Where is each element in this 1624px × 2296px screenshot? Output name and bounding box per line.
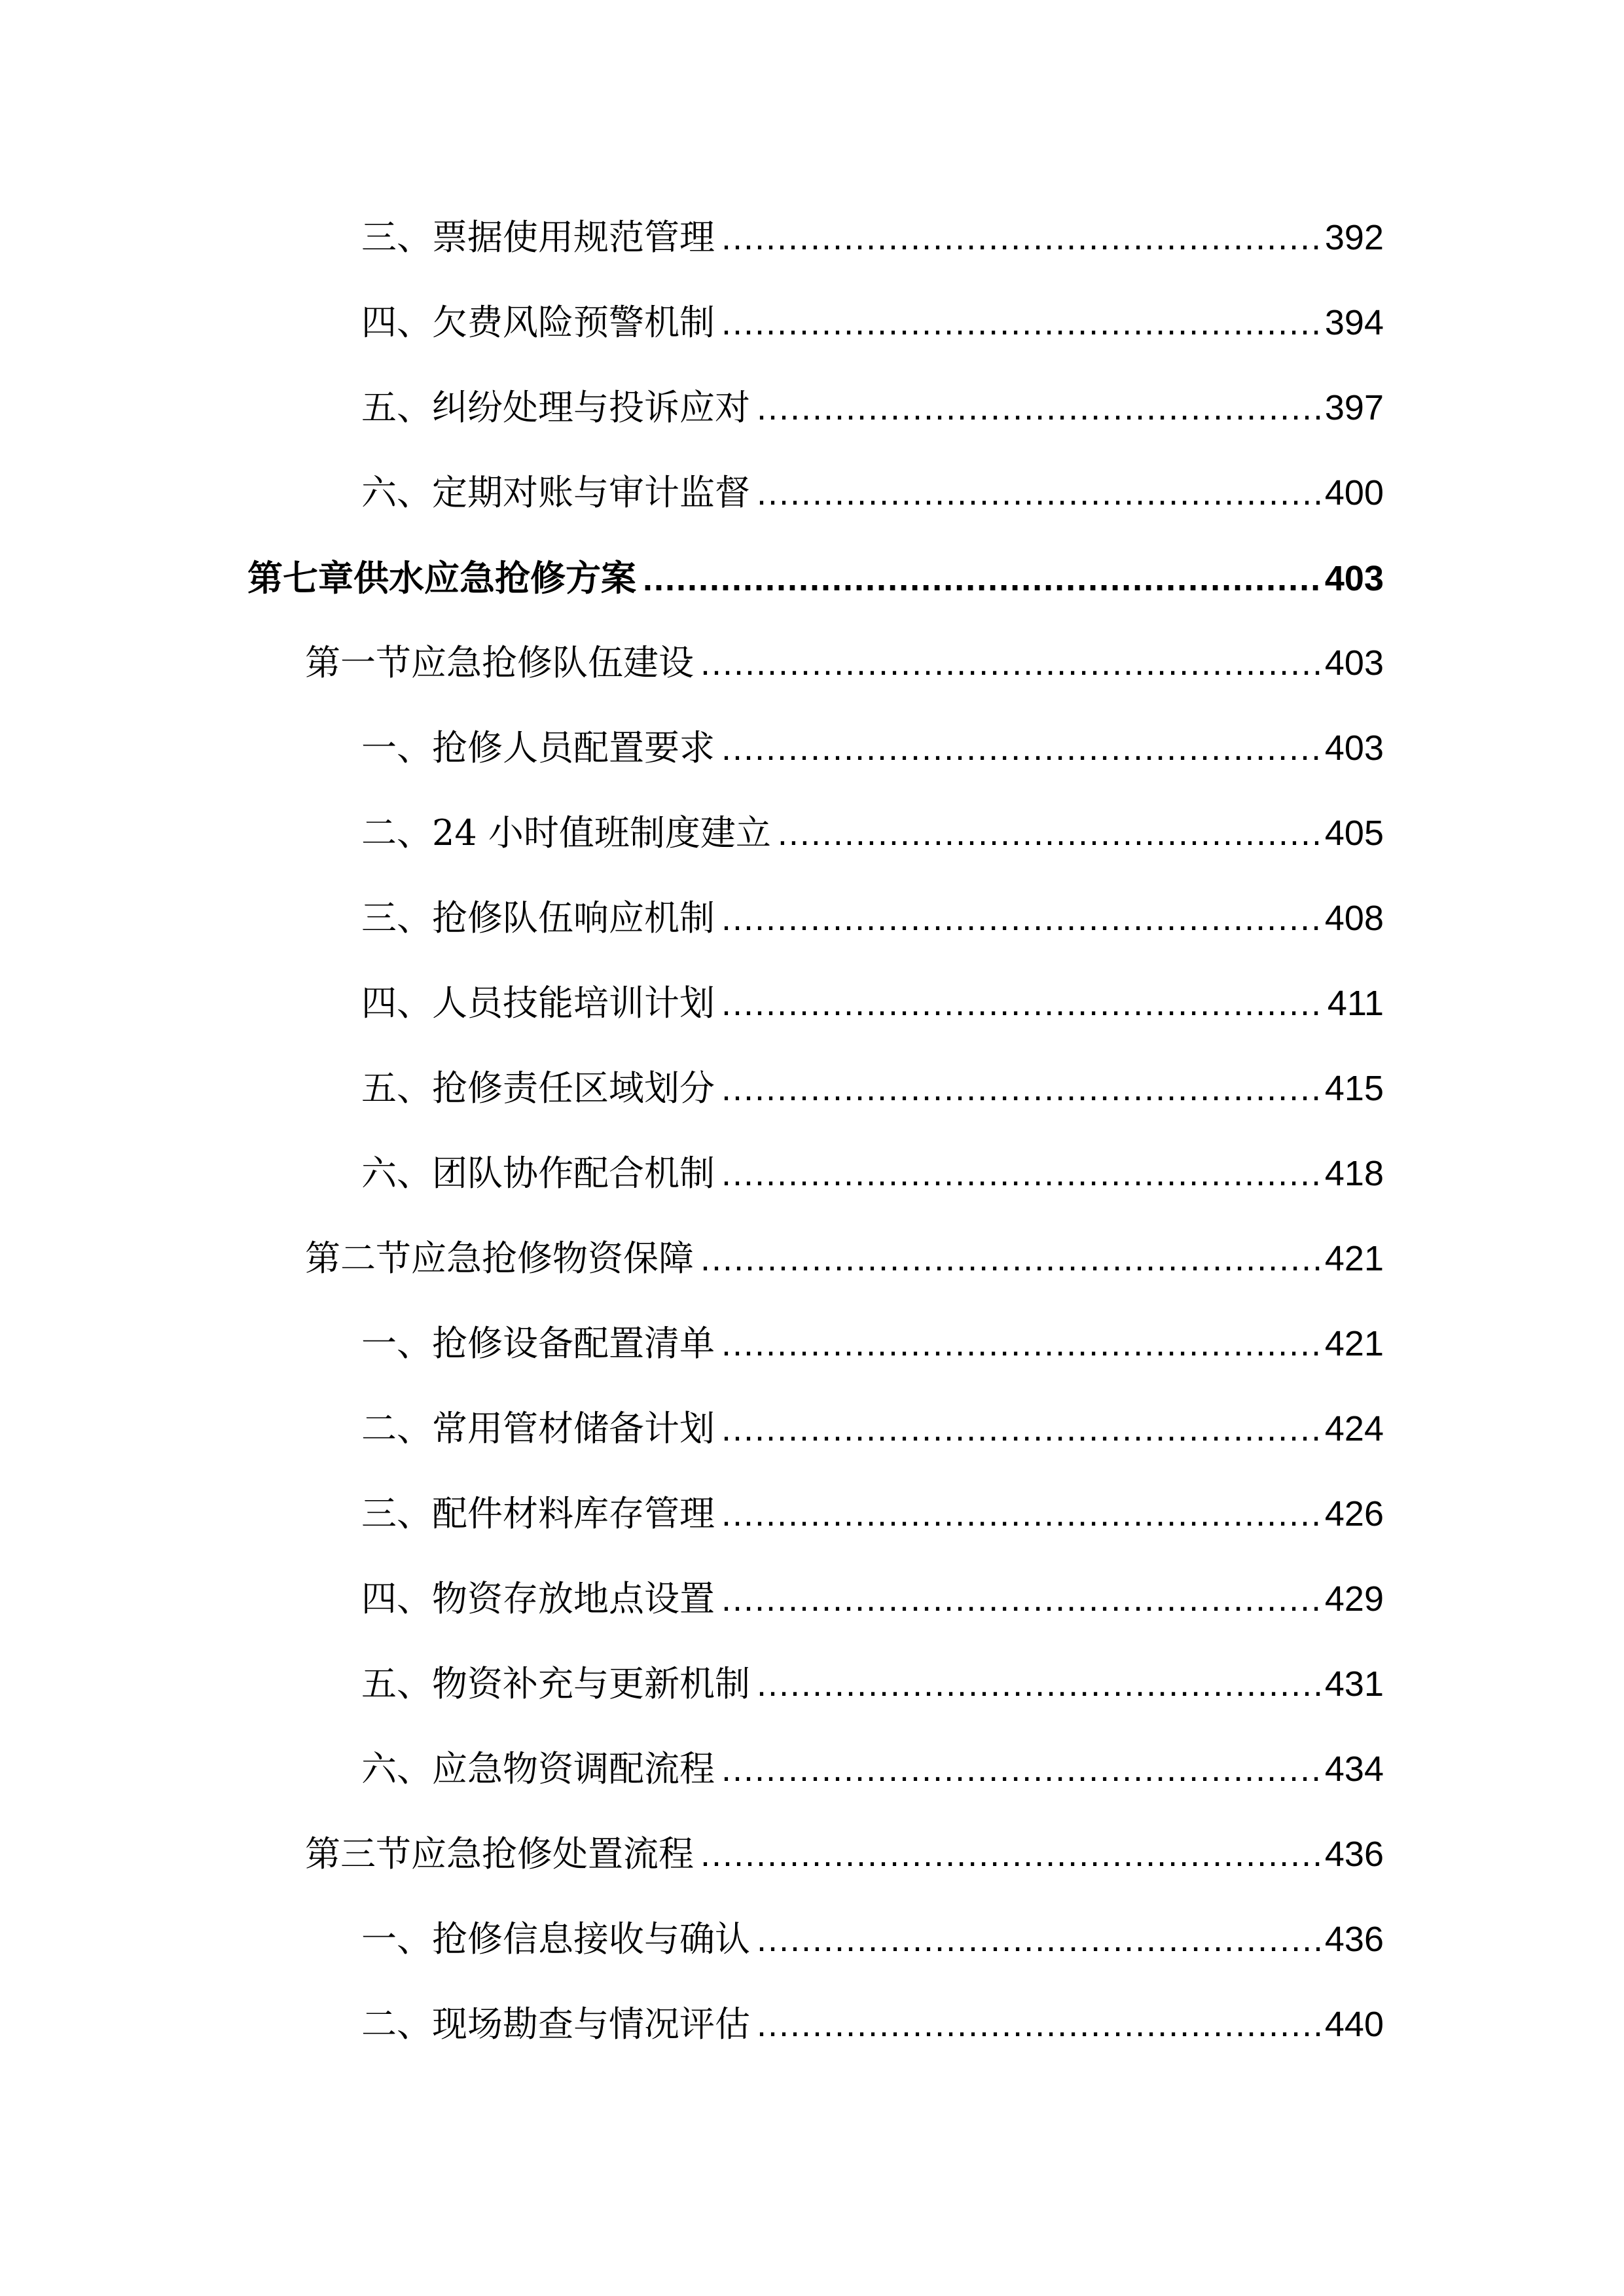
toc-entry-label: 二、现场勘查与情况评估 [361,2003,750,2045]
dot-leader [721,293,1321,352]
toc-entry[interactable] [361,974,1384,1033]
dot-leader [700,634,1321,692]
toc-entry[interactable] [361,1399,1384,1458]
toc-entry-label: 六、定期对账与审计监督 [361,472,750,513]
toc-entry-page: 434 [1324,1749,1384,1789]
toc-section-entry[interactable] [305,1229,1384,1288]
toc-entry-page: 403 [1324,643,1384,683]
toc-entry-label: 第三节应急抢修处置流程 [305,1833,694,1874]
dot-leader [757,1910,1321,1969]
dot-leader [778,804,1321,863]
toc-entry-label: 四、欠费风险预警机制 [361,302,715,343]
toc-entry-page: 426 [1324,1494,1384,1534]
toc-entry-page: 405 [1324,814,1384,853]
toc-entry-label: 五、物资补充与更新机制 [361,1663,750,1704]
dot-leader [721,974,1324,1033]
dot-leader [757,378,1321,437]
toc-entry-label: 二、常用管材储备计划 [361,1408,715,1449]
toc-entry[interactable] [361,1995,1384,2054]
toc-entry-label: 六、团队协作配合机制 [361,1153,715,1194]
dot-leader [700,1229,1321,1288]
toc-entry-page: 418 [1324,1154,1384,1193]
dot-leader [721,1059,1321,1118]
dot-leader [721,1484,1321,1543]
toc-entry-page: 400 [1324,473,1384,512]
dot-leader [700,1825,1321,1884]
toc-entry-page: 440 [1324,2005,1384,2044]
toc-entry-page: 431 [1324,1664,1384,1704]
toc-entry-label: 一、抢修信息接收与确认 [361,1918,750,1960]
toc-entry-page: 403 [1324,728,1384,768]
toc-entry-label: 二、24 小时值班制度建立 [361,812,771,853]
dot-leader [757,1995,1321,2054]
dot-leader [643,549,1321,608]
toc-entry-page: 394 [1324,303,1384,342]
toc-entry[interactable] [361,1910,1384,1969]
toc-entry-label: 五、纠纷处理与投诉应对 [361,387,750,428]
toc-entry-label: 一、抢修设备配置清单 [361,1323,715,1364]
toc-entry-label: 三、抢修队伍响应机制 [361,897,715,939]
toc-entry-page: 436 [1324,1835,1384,1874]
toc-entry[interactable] [361,719,1384,778]
toc-entry-page: 424 [1324,1409,1384,1448]
toc-section-entry[interactable] [305,1825,1384,1884]
toc-entry[interactable] [361,1570,1384,1628]
dot-leader [721,1570,1321,1628]
toc-entry-label: 四、物资存放地点设置 [361,1578,715,1619]
toc-entry-page: 421 [1324,1324,1384,1363]
toc-entry-page: 408 [1324,899,1384,938]
toc-entry[interactable] [361,378,1384,437]
toc-entry-label: 第二节应急抢修物资保障 [305,1238,694,1279]
toc-entry[interactable] [361,293,1384,352]
toc-entry-page: 411 [1327,984,1384,1023]
toc-entry-label: 五、抢修责任区域划分 [361,1067,715,1109]
toc-entry-label: 第七章供水应急抢修方案 [247,557,636,599]
dot-leader [721,1314,1321,1373]
dot-leader [757,463,1321,522]
toc-entry-label: 四、人员技能培训计划 [361,982,715,1024]
dot-leader [721,1399,1321,1458]
toc-entry-page: 436 [1324,1920,1384,1959]
toc-entry-page: 397 [1324,388,1384,427]
toc-entry[interactable] [361,1059,1384,1118]
dot-leader [721,208,1321,267]
toc-entry-page: 392 [1324,218,1384,257]
toc-entry-label: 一、抢修人员配置要求 [361,727,715,768]
toc-entry-label: 三、票据使用规范管理 [361,217,715,258]
toc-chapter-entry[interactable] [247,548,1384,607]
dot-leader [721,1740,1321,1799]
dot-leader [721,889,1321,948]
toc-entry[interactable] [361,804,1384,863]
toc-entry[interactable] [361,463,1384,522]
toc-entry-label: 三、配件材料库存管理 [361,1493,715,1534]
dot-leader [721,719,1321,778]
toc-entry[interactable] [361,1655,1384,1713]
toc-entry-page: 429 [1324,1579,1384,1619]
toc-entry-label: 第一节应急抢修队伍建设 [305,642,694,683]
dot-leader [757,1655,1321,1713]
toc-entry[interactable] [361,1740,1384,1799]
toc-entry-page: 421 [1324,1239,1384,1278]
toc-entry-page: 403 [1324,559,1384,598]
dot-leader [721,1144,1321,1203]
toc-entry-label: 六、应急物资调配流程 [361,1748,715,1789]
toc-entry[interactable] [361,889,1384,948]
toc-entry[interactable] [361,1144,1384,1203]
toc-section-entry[interactable] [305,634,1384,692]
toc-entry[interactable] [361,208,1384,267]
toc-entry[interactable] [361,1484,1384,1543]
toc-entry[interactable] [361,1314,1384,1373]
toc-entry-page: 415 [1324,1069,1384,1108]
